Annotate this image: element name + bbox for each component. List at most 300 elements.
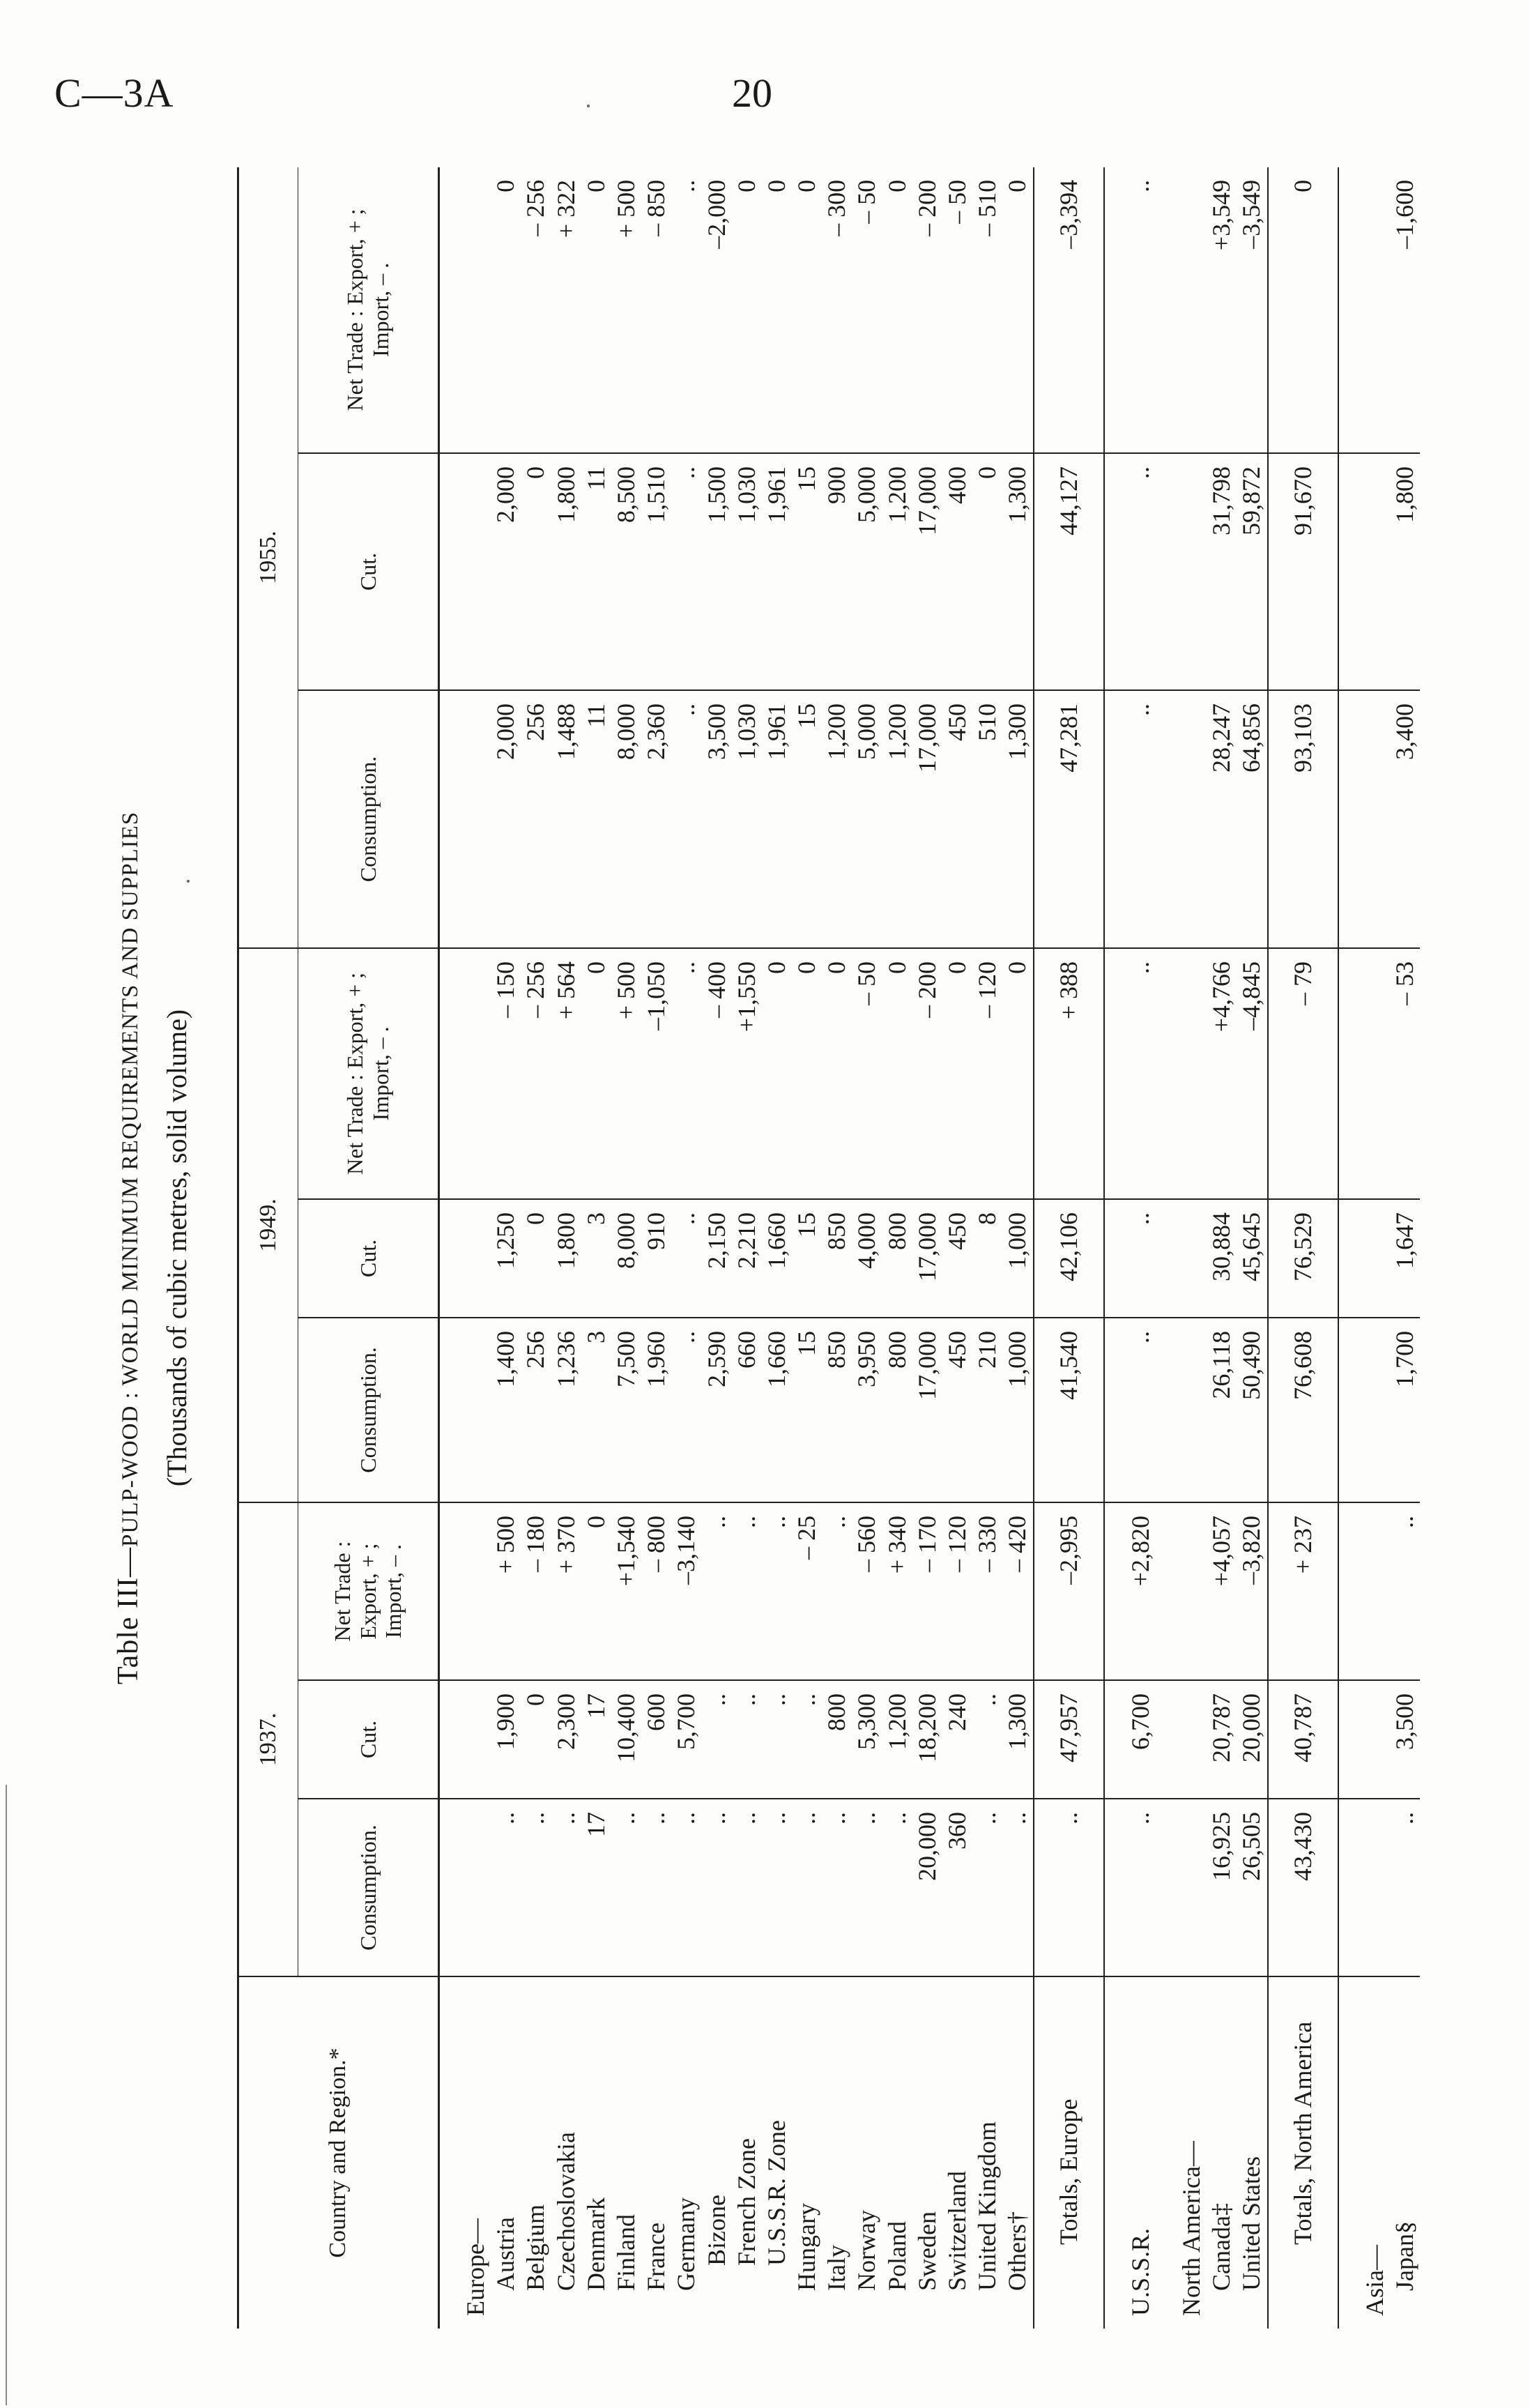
value-cell-n37: – 180 xyxy=(521,1502,551,1680)
value-cell-k49: 15 xyxy=(792,1199,822,1318)
value-cell-n49 xyxy=(1338,948,1390,1199)
value-cell-n37: + 500 xyxy=(491,1502,521,1680)
value-cell-c37: .. xyxy=(762,1799,792,1976)
value-cell-n55: – 850 xyxy=(641,167,671,453)
value-cell-n55: 0 xyxy=(762,167,792,453)
value-cell-c37: .. xyxy=(1104,1799,1156,1976)
value-cell-k49: 1,000 xyxy=(1002,1199,1033,1318)
value-cell-k37: .. xyxy=(762,1680,792,1799)
table-row xyxy=(792,167,822,2329)
value-cell-n49: .. xyxy=(1104,948,1156,1199)
value-cell-n49: 0 xyxy=(822,948,852,1199)
value-cell-c55: 1,488 xyxy=(551,690,581,948)
table-row xyxy=(671,167,701,2329)
value-cell-n49: +4,766 xyxy=(1207,948,1237,1199)
region-name-cell: U.S.S.R. Zone xyxy=(762,2119,790,2266)
value-cell-n49 xyxy=(439,948,491,1199)
value-cell-n37: .. xyxy=(702,1502,732,1680)
value-cell-k37: 5,300 xyxy=(852,1680,882,1799)
region-name-cell: Sweden xyxy=(912,2211,941,2291)
value-cell-n37 xyxy=(1156,1502,1207,1680)
table-row xyxy=(882,167,912,2329)
value-cell-c37: .. xyxy=(882,1799,912,1976)
value-cell-n55: – 510 xyxy=(972,167,1002,453)
value-cell-k55: 17,000 xyxy=(912,453,942,690)
value-cell-k49: 42,106 xyxy=(1034,1199,1104,1318)
value-cell-k49 xyxy=(1338,1199,1390,1318)
value-cell-n37: + 340 xyxy=(882,1502,912,1680)
value-cell-c55: 1,200 xyxy=(822,690,852,948)
value-cell-k55: .. xyxy=(671,453,701,690)
value-cell-c49: 450 xyxy=(942,1318,972,1502)
totals-row xyxy=(1268,167,1338,2329)
value-cell-n49: – 256 xyxy=(521,948,551,1199)
value-cell-n55: + 322 xyxy=(551,167,581,453)
value-cell-k55: 900 xyxy=(822,453,852,690)
value-cell-k55: 1,030 xyxy=(732,453,762,690)
value-cell-k37 xyxy=(439,1680,491,1799)
table-row xyxy=(581,167,611,2329)
value-cell-k37: .. xyxy=(702,1680,732,1799)
region-name-cell: Asia— xyxy=(1360,2245,1389,2316)
value-cell-c49: .. xyxy=(1104,1318,1156,1502)
page-number: 20 xyxy=(732,70,772,116)
value-cell-n49: – 200 xyxy=(912,948,942,1199)
value-cell-c55: 1,030 xyxy=(732,690,762,948)
table-row xyxy=(1390,167,1420,2329)
value-cell-c49: 210 xyxy=(972,1318,1002,1502)
value-cell-k49: 2,150 xyxy=(702,1199,732,1318)
value-cell-n49: .. xyxy=(671,948,701,1199)
table-row xyxy=(822,167,852,2329)
value-cell-c55: 17,000 xyxy=(912,690,942,948)
value-cell-n37: – 420 xyxy=(1002,1502,1033,1680)
table-row xyxy=(1104,167,1156,2329)
value-cell-k37: 10,400 xyxy=(611,1680,641,1799)
table-row xyxy=(762,167,792,2329)
region-name-cell: Germany xyxy=(672,2197,701,2291)
value-cell-n55: 0 xyxy=(792,167,822,453)
value-cell-k49: 0 xyxy=(521,1199,551,1318)
value-cell-n49: – 79 xyxy=(1268,948,1338,1199)
value-cell-k55 xyxy=(439,453,491,690)
value-cell-k55: 11 xyxy=(581,453,611,690)
value-cell-k55: 44,127 xyxy=(1034,453,1104,690)
value-cell-n49: – 53 xyxy=(1390,948,1420,1199)
value-cell-n55: +3,549 xyxy=(1207,167,1237,453)
value-cell-k49: 800 xyxy=(882,1199,912,1318)
col-net-1949: Net Trade : Export, + ; Import, – . xyxy=(298,948,439,1199)
value-cell-n55: .. xyxy=(1104,167,1156,453)
value-cell-k49: 30,884 xyxy=(1207,1199,1237,1318)
value-cell-n55: – 300 xyxy=(822,167,852,453)
value-cell-c55: 1,200 xyxy=(882,690,912,948)
table-row xyxy=(1002,167,1033,2329)
value-cell-n49: 0 xyxy=(882,948,912,1199)
region-name-cell: Denmark xyxy=(581,2197,610,2291)
value-cell-n55: + 500 xyxy=(611,167,641,453)
value-cell-k55: 2,000 xyxy=(491,453,521,690)
value-cell-k49 xyxy=(1156,1199,1207,1318)
value-cell-c55: 93,103 xyxy=(1268,690,1338,948)
value-cell-k55: 1,300 xyxy=(1002,453,1033,690)
table-row xyxy=(491,167,521,2329)
value-cell-c49: 17,000 xyxy=(912,1318,942,1502)
region-name-cell: Switzerland xyxy=(943,2171,971,2291)
value-cell-n37: +1,540 xyxy=(611,1502,641,1680)
value-cell-k49 xyxy=(439,1199,491,1318)
value-cell-k55: 31,798 xyxy=(1207,453,1237,690)
value-cell-n55 xyxy=(1338,167,1390,453)
region-name-cell: Europe— xyxy=(461,2218,489,2316)
value-cell-k55: 5,000 xyxy=(852,453,882,690)
value-cell-c37: 16,925 xyxy=(1207,1799,1237,1976)
value-cell-c37: .. xyxy=(852,1799,882,1976)
region-column-header: Country and Region.* xyxy=(238,1976,439,2329)
value-cell-n37: – 120 xyxy=(942,1502,972,1680)
table-row xyxy=(1207,167,1237,2329)
value-cell-k37: 1,300 xyxy=(1002,1680,1033,1799)
value-cell-c55: 2,360 xyxy=(641,690,671,948)
value-cell-n49: – 120 xyxy=(972,948,1002,1199)
value-cell-k37: 800 xyxy=(822,1680,852,1799)
value-cell-n49: 0 xyxy=(942,948,972,1199)
value-cell-n49: –4,845 xyxy=(1237,948,1267,1199)
value-cell-c37: 17 xyxy=(581,1799,611,1976)
value-cell-n55: – 256 xyxy=(521,167,551,453)
value-cell-c55: 3,500 xyxy=(702,690,732,948)
value-cell-c49: 41,540 xyxy=(1034,1318,1104,1502)
value-cell-c37: .. xyxy=(1390,1799,1420,1976)
value-cell-k49: 8,000 xyxy=(611,1199,641,1318)
value-cell-k37: 0 xyxy=(521,1680,551,1799)
value-cell-k37: 240 xyxy=(942,1680,972,1799)
value-cell-c49: 660 xyxy=(732,1318,762,1502)
value-cell-k37: 20,000 xyxy=(1237,1680,1267,1799)
value-cell-c49: 15 xyxy=(792,1318,822,1502)
value-cell-c55: 8,000 xyxy=(611,690,641,948)
value-cell-n55: 0 xyxy=(491,167,521,453)
value-cell-k55: 91,670 xyxy=(1268,453,1338,690)
value-cell-k49: 1,660 xyxy=(762,1199,792,1318)
col-cut-1955: Cut. xyxy=(298,453,439,690)
value-cell-k55: 400 xyxy=(942,453,972,690)
pulp-wood-table xyxy=(237,167,1420,2329)
col-cut-1949: Cut. xyxy=(298,1199,439,1318)
table-row xyxy=(641,167,671,2329)
region-name-cell: Totals, North America xyxy=(1268,1976,1338,2329)
value-cell-k37: .. xyxy=(792,1680,822,1799)
value-cell-n49: + 564 xyxy=(551,948,581,1199)
table-title xyxy=(112,167,145,2329)
value-cell-n37: – 330 xyxy=(972,1502,1002,1680)
value-cell-c37: .. xyxy=(972,1799,1002,1976)
region-name-cell: U.S.S.R. xyxy=(1126,2227,1154,2316)
value-cell-c49: 26,118 xyxy=(1207,1318,1237,1502)
value-cell-c37: .. xyxy=(732,1799,762,1976)
value-cell-n55: –3,394 xyxy=(1034,167,1104,453)
table-row xyxy=(521,167,551,2329)
value-cell-k49: 17,000 xyxy=(912,1199,942,1318)
value-cell-n37: +2,820 xyxy=(1104,1502,1156,1680)
region-name-cell: French Zone xyxy=(732,2138,760,2266)
binding-edge-line xyxy=(6,1785,7,2405)
table-row xyxy=(611,167,641,2329)
section-label-row xyxy=(1156,167,1207,2329)
value-cell-n37: .. xyxy=(1390,1502,1420,1680)
col-consumption-1955: Consumption. xyxy=(298,690,439,948)
value-cell-c49 xyxy=(1338,1318,1390,1502)
col-net-1937: Net Trade : Export, + ; Import, – . xyxy=(298,1502,439,1680)
value-cell-k49: 8 xyxy=(972,1199,1002,1318)
value-cell-k55: 8,500 xyxy=(611,453,641,690)
region-name-cell: Japan§ xyxy=(1390,2221,1418,2291)
region-name-cell: Totals, Europe xyxy=(1034,1976,1104,2329)
table-row xyxy=(702,167,732,2329)
value-cell-c37: 26,505 xyxy=(1237,1799,1267,1976)
table-title-main: PULP-WOOD : WORLD MINIMUM REQUIREMENTS AND SUPPLIES xyxy=(118,811,143,1547)
value-cell-c49: 1,400 xyxy=(491,1318,521,1502)
value-cell-n55: – 200 xyxy=(912,167,942,453)
value-cell-k37: 17 xyxy=(581,1680,611,1799)
value-cell-c55: 256 xyxy=(521,690,551,948)
value-cell-k37: .. xyxy=(732,1680,762,1799)
value-cell-n49: – 150 xyxy=(491,948,521,1199)
col-consumption-1949: Consumption. xyxy=(298,1318,439,1502)
value-cell-k49: 3 xyxy=(581,1199,611,1318)
value-cell-k55 xyxy=(1338,453,1390,690)
value-cell-c55 xyxy=(439,690,491,948)
value-cell-c55: 1,961 xyxy=(762,690,792,948)
value-cell-k49: 910 xyxy=(641,1199,671,1318)
region-name-cell: United Kingdom xyxy=(973,2121,1002,2291)
value-cell-c37: .. xyxy=(822,1799,852,1976)
value-cell-c37: .. xyxy=(491,1799,521,1976)
value-cell-n37 xyxy=(1338,1502,1390,1680)
value-cell-k49: 1,647 xyxy=(1390,1199,1420,1318)
value-cell-n37: – 560 xyxy=(852,1502,882,1680)
value-cell-n49: 0 xyxy=(581,948,611,1199)
value-cell-k55: .. xyxy=(1104,453,1156,690)
value-cell-k49: .. xyxy=(671,1199,701,1318)
value-cell-c37: .. xyxy=(551,1799,581,1976)
value-cell-c49: 1,660 xyxy=(762,1318,792,1502)
value-cell-k37: 1,200 xyxy=(882,1680,912,1799)
value-cell-n55: –2,000 xyxy=(702,167,732,453)
value-cell-c37: .. xyxy=(641,1799,671,1976)
value-cell-c37: .. xyxy=(611,1799,641,1976)
value-cell-c37: .. xyxy=(792,1799,822,1976)
value-cell-n55: –1,600 xyxy=(1390,167,1420,453)
value-cell-n55: 0 xyxy=(1268,167,1338,453)
value-cell-n37: +4,057 xyxy=(1207,1502,1237,1680)
value-cell-c55: 15 xyxy=(792,690,822,948)
value-cell-k49: .. xyxy=(1104,1199,1156,1318)
value-cell-n55: 0 xyxy=(1002,167,1033,453)
value-cell-n37: –3,820 xyxy=(1237,1502,1267,1680)
value-cell-c49: 1,700 xyxy=(1390,1318,1420,1502)
table-row xyxy=(942,167,972,2329)
value-cell-n55: 0 xyxy=(581,167,611,453)
value-cell-n49: 0 xyxy=(762,948,792,1199)
value-cell-k37: 2,300 xyxy=(551,1680,581,1799)
value-cell-n49: +1,550 xyxy=(732,948,762,1199)
value-cell-c49: 3 xyxy=(581,1318,611,1502)
value-cell-c55: 11 xyxy=(581,690,611,948)
region-name-cell: North America— xyxy=(1177,2141,1205,2316)
col-consumption-1937: Consumption. xyxy=(298,1799,439,1976)
value-cell-c37 xyxy=(1338,1799,1390,1976)
value-cell-n37: – 170 xyxy=(912,1502,942,1680)
region-name-cell: Bizone xyxy=(702,2195,730,2266)
region-name-cell: Belgium xyxy=(521,2204,550,2291)
scan-speck xyxy=(587,105,590,107)
value-cell-k55: 59,872 xyxy=(1237,453,1267,690)
value-cell-c55: 510 xyxy=(972,690,1002,948)
region-name-cell: Poland xyxy=(882,2220,911,2291)
table-row xyxy=(912,167,942,2329)
value-cell-k49: 1,250 xyxy=(491,1199,521,1318)
value-cell-n49: –1,050 xyxy=(641,948,671,1199)
value-cell-k37 xyxy=(1338,1680,1390,1799)
value-cell-c37: 43,430 xyxy=(1268,1799,1338,1976)
value-cell-k55: 1,800 xyxy=(1390,453,1420,690)
value-cell-c49: 800 xyxy=(882,1318,912,1502)
value-cell-k37: 5,700 xyxy=(671,1680,701,1799)
region-name-cell: United States xyxy=(1237,2156,1266,2291)
value-cell-n49: – 400 xyxy=(702,948,732,1199)
value-cell-c37: .. xyxy=(521,1799,551,1976)
value-cell-n55 xyxy=(439,167,491,453)
value-cell-n55: 0 xyxy=(732,167,762,453)
value-cell-c55: 28,247 xyxy=(1207,690,1237,948)
value-cell-c49 xyxy=(439,1318,491,1502)
table-row xyxy=(1237,167,1267,2329)
value-cell-c49 xyxy=(1156,1318,1207,1502)
region-name-cell: Czechoslovakia xyxy=(551,2132,580,2291)
value-cell-c37: .. xyxy=(1034,1799,1104,1976)
value-cell-n37: .. xyxy=(762,1502,792,1680)
value-cell-c37: 360 xyxy=(942,1799,972,1976)
value-cell-c37: .. xyxy=(702,1799,732,1976)
value-cell-n37: – 25 xyxy=(792,1502,822,1680)
region-name-cell: Canada‡ xyxy=(1207,2203,1236,2291)
value-cell-n37: + 370 xyxy=(551,1502,581,1680)
rotated-table-block xyxy=(98,167,1443,2329)
value-cell-n37 xyxy=(439,1502,491,1680)
page-reference: C—3A xyxy=(54,70,174,116)
value-cell-c55: 5,000 xyxy=(852,690,882,948)
value-cell-c49: 256 xyxy=(521,1318,551,1502)
value-cell-c55 xyxy=(1338,690,1390,948)
value-cell-k55: 1,510 xyxy=(641,453,671,690)
value-cell-k55 xyxy=(1156,453,1207,690)
value-cell-c55: 47,281 xyxy=(1034,690,1104,948)
value-cell-c37: .. xyxy=(1002,1799,1033,1976)
value-cell-c55: 64,856 xyxy=(1237,690,1267,948)
value-cell-n55: – 50 xyxy=(852,167,882,453)
value-cell-k55: 0 xyxy=(521,453,551,690)
col-net-1955: Net Trade : Export, + ; Import, – . xyxy=(298,167,439,453)
value-cell-n55: 0 xyxy=(882,167,912,453)
value-cell-n37: + 237 xyxy=(1268,1502,1338,1680)
table-subtitle: (Thousands of cubic metres, solid volume) xyxy=(161,1009,192,1487)
value-cell-k37: 40,787 xyxy=(1268,1680,1338,1799)
value-cell-c49: 1,000 xyxy=(1002,1318,1033,1502)
value-cell-k37: 3,500 xyxy=(1390,1680,1420,1799)
value-cell-k49: 45,645 xyxy=(1237,1199,1267,1318)
value-cell-n37: .. xyxy=(732,1502,762,1680)
totals-row xyxy=(1034,167,1104,2329)
value-cell-c55 xyxy=(1156,690,1207,948)
value-cell-n49: 0 xyxy=(792,948,822,1199)
table-row xyxy=(551,167,581,2329)
value-cell-n37: .. xyxy=(822,1502,852,1680)
value-cell-k55: 15 xyxy=(792,453,822,690)
value-cell-k55: 1,500 xyxy=(702,453,732,690)
value-cell-c49: 76,608 xyxy=(1268,1318,1338,1502)
col-cut-1937: Cut. xyxy=(298,1680,439,1799)
value-cell-k37 xyxy=(1156,1680,1207,1799)
value-cell-k37: 600 xyxy=(641,1680,671,1799)
value-cell-c55: 3,400 xyxy=(1390,690,1420,948)
value-cell-k37: 6,700 xyxy=(1104,1680,1156,1799)
value-cell-n55 xyxy=(1156,167,1207,453)
region-name-cell: Finland xyxy=(611,2213,640,2291)
value-cell-n49: – 50 xyxy=(852,948,882,1199)
value-cell-n49: + 388 xyxy=(1034,948,1104,1199)
value-cell-k55: 0 xyxy=(972,453,1002,690)
value-cell-c55: .. xyxy=(1104,690,1156,948)
value-cell-k37: 1,900 xyxy=(491,1680,521,1799)
value-cell-k55: 1,200 xyxy=(882,453,912,690)
value-cell-n49: 0 xyxy=(1002,948,1033,1199)
value-cell-k49: 4,000 xyxy=(852,1199,882,1318)
value-cell-k37: 47,957 xyxy=(1034,1680,1104,1799)
value-cell-k55: 1,800 xyxy=(551,453,581,690)
region-name-cell: France xyxy=(642,2223,671,2291)
value-cell-c49: .. xyxy=(671,1318,701,1502)
table-row xyxy=(972,167,1002,2329)
value-cell-n49: + 500 xyxy=(611,948,641,1199)
value-cell-c49: 850 xyxy=(822,1318,852,1502)
year-header-1955: 1955. xyxy=(238,167,298,948)
region-name-cell: Hungary xyxy=(793,2203,821,2291)
value-cell-c37 xyxy=(1156,1799,1207,1976)
value-cell-k37: 20,787 xyxy=(1207,1680,1237,1799)
value-cell-c37: .. xyxy=(671,1799,701,1976)
region-name-cell: Others† xyxy=(1003,2211,1032,2291)
value-cell-k49: 450 xyxy=(942,1199,972,1318)
value-cell-c55: 450 xyxy=(942,690,972,948)
value-cell-c49: 1,236 xyxy=(551,1318,581,1502)
region-name-cell: Italy xyxy=(823,2245,851,2291)
value-cell-n37: –3,140 xyxy=(671,1502,701,1680)
value-cell-c55: 2,000 xyxy=(491,690,521,948)
value-cell-k49: 850 xyxy=(822,1199,852,1318)
year-header-1949: 1949. xyxy=(238,948,298,1502)
value-cell-n55: – 50 xyxy=(942,167,972,453)
value-cell-k37: .. xyxy=(972,1680,1002,1799)
value-cell-n49 xyxy=(1156,948,1207,1199)
year-header-1937: 1937. xyxy=(238,1502,298,1976)
value-cell-k49: 2,210 xyxy=(732,1199,762,1318)
value-cell-n55: .. xyxy=(671,167,701,453)
value-cell-c49: 2,590 xyxy=(702,1318,732,1502)
value-cell-k37: 18,200 xyxy=(912,1680,942,1799)
value-cell-c55: 1,300 xyxy=(1002,690,1033,948)
table-title-prefix: Table III— xyxy=(112,1546,144,1685)
